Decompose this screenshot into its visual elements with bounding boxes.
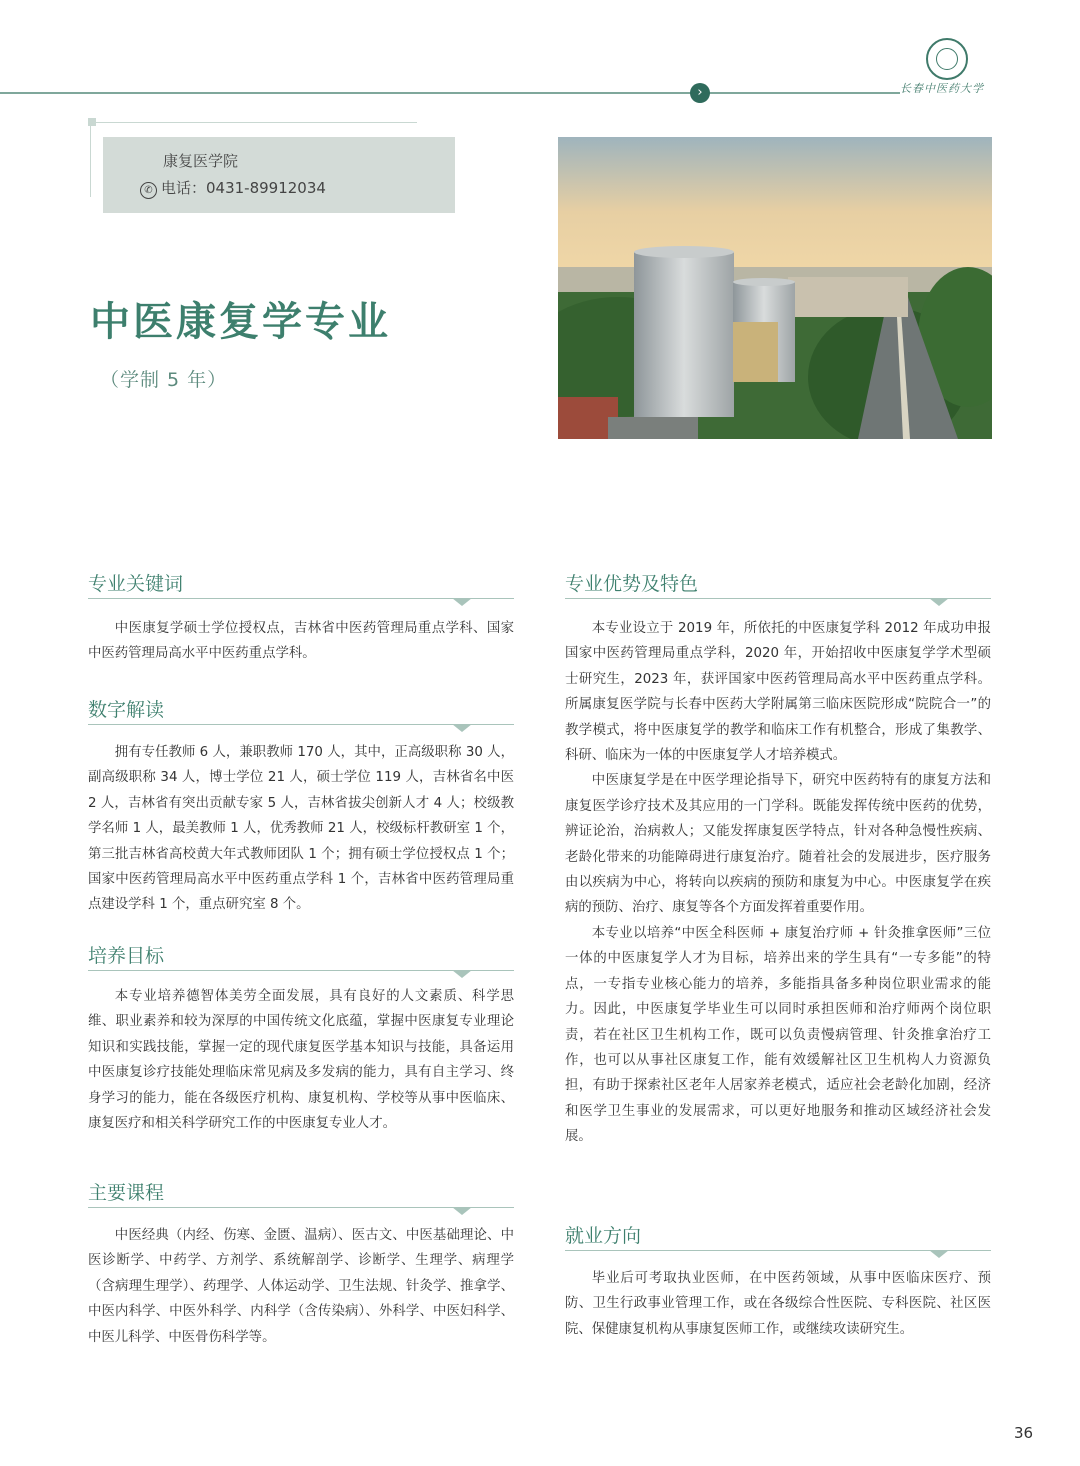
section-title-digits: 数字解读 (88, 699, 165, 721)
page-title: 中医康复学专业 (90, 299, 391, 345)
section-body-advantages (565, 616, 991, 1150)
department-name: 康复医学院 (163, 152, 239, 170)
section-title-goal: 培养目标 (88, 945, 165, 967)
section-text-courses: 中医经典（内经、伤寒、金匮、温病）、医古文、中医基础理论、中医诊断学、中药学、方剂学、系统解剖学、诊断学、生理学、病理学（含病理生理学）、药理学、人体运动学、卫生法规、针灸学、推拿学、中医内科学、中医外科学、内科学（含传染病）、外科学、中医妇科学、中医儿科学、中医骨伤科学等。 (88, 1228, 514, 1345)
section-title-keywords: 专业关键词 (88, 573, 184, 595)
page-subtitle: （学制 5 年） (100, 369, 228, 391)
campus-photo (558, 137, 992, 439)
section-notch (452, 724, 472, 732)
page-number: 36 (1014, 1424, 1034, 1442)
section-text-goal: 本专业培养德智体美劳全面发展，具有良好的人文素质、科学思维、职业素养和较为深厚的中国传统文化底蕴，掌握中医康复专业理论知识和实践技能，掌握一定的现代康复医学基本知识与技能，具备运用中医康复诊疗技能处理临床常见病及多发病的能力，具有自主学习、终身学习的能力，能在各级医疗机构、康复机构、学校等从事中医临床、康复医疗和相关科学研究工作的中医康复专业人才。 (88, 989, 514, 1132)
university-logo (926, 38, 968, 80)
advantages-paragraph-3: 本专业以培养“中医全科医师 + 康复治疗师 + 针灸推拿医师”三位一体的中医康复学人才为目标，培养出来的学生具有“一专多能”的特点，一专指专业核心能力的培养，多能指具备多种岗位职业需求的能力。因此，中医康复学毕业生可以同时承担医师和治疗师两个岗位职责，若在社区卫生机构工作，既可以负责慢病管理、针灸推拿治疗工作，也可以从事社区康复工作，能有效缓解社区卫生机构人力资源负担，有助于探索社区老年人居家养老模式，适应社会老龄化加剧，经济和医学卫生事业的发展需求，可以更好地服务和推动区域经济社会发展。 (565, 925, 991, 1145)
section-divider (88, 598, 514, 599)
section-text-career: 毕业后可考取执业医师，在中医药领域，从事中医临床医疗、预防、卫生行政事业管理工作，或在各级综合性医院、专科医院、社区医院、保健康复机构从事康复医师工作，或继续攻读研究生。 (565, 1271, 991, 1337)
section-title-advantages: 专业优势及特色 (565, 573, 699, 595)
university-name: 长春中医药大学 (900, 82, 984, 95)
section-divider (565, 1250, 991, 1251)
advantages-paragraph-2: 中医康复学是在中医学理论指导下，研究中医药特有的康复方法和康复医学诊疗技术及其应用的一门学科。既能发挥传统中医药的优势，辨证论治，治病救人；又能发挥康复医学特点，针对各种急慢性疾病、老龄化带来的功能障碍进行康复治疗。随着社会的发展进步，医疗服务由以疾病为中心，将转向以疾病的预防和康复为中心。中医康复学在疾病的预防、治疗、康复等各个方面发挥着重要作用。 (565, 773, 991, 916)
section-text-digits: 拥有专任教师 6 人，兼职教师 170 人，其中，正高级职称 30 人，副高级职称 34 人，博士学位 21 人，硕士学位 119 人，吉林省名中医 2 人，吉林省有突出贡献专家 5 人，吉林省拔尖创新人才 4 人；校级教学名师 1 人，最美教师 1 人，优秀教师 21 人，校级标杆教研室 1 个，第三批吉林省高校黄大年式教师团队 1 个；拥有硕士学位授权点 1 个；国家中医药管理局高水平中医药重点学科 1 个，吉林省中医药管理局重点建设学科 1 个，重点研究室 8 个。 (88, 745, 514, 913)
section-notch (452, 598, 472, 606)
section-divider (88, 724, 514, 725)
section-text-keywords: 中医康复学硕士学位授权点，吉林省中医药管理局重点学科、国家中医药管理局高水平中医药重点学科。 (88, 621, 514, 662)
department-box (103, 137, 455, 213)
header-rule (0, 92, 900, 94)
department-phone-text: 电话：0431-89912034 (161, 179, 326, 197)
section-notch (452, 970, 472, 978)
section-notch (929, 598, 949, 606)
department-phone (140, 177, 326, 199)
section-divider (565, 598, 991, 599)
section-divider (88, 970, 514, 971)
section-divider (88, 1207, 514, 1208)
section-title-career: 就业方向 (565, 1225, 642, 1247)
advantages-paragraph-1: 本专业设立于 2019 年，所依托的中医康复学科 2012 年成功申报国家中医药管理局重点学科，2020 年，开始招收中医康复学学术型硕士研究生，2023 年，获评国家中医药管理局高水平中医药重点学科。所属康复医学院与长春中医药大学附属第三临床医院形成“院院合一”的教学模式，将中医康复学的教学和临床工作有机整合，形成了集教学、科研、临床为一体的中医康复学人才培养模式。 (565, 621, 991, 764)
frame-corner-dot (88, 118, 96, 126)
section-title-courses: 主要课程 (88, 1182, 165, 1204)
phone-icon: ✆ (140, 182, 157, 199)
section-notch (929, 1250, 949, 1258)
chevron-right-icon: › (690, 83, 710, 103)
section-notch (452, 1207, 472, 1215)
